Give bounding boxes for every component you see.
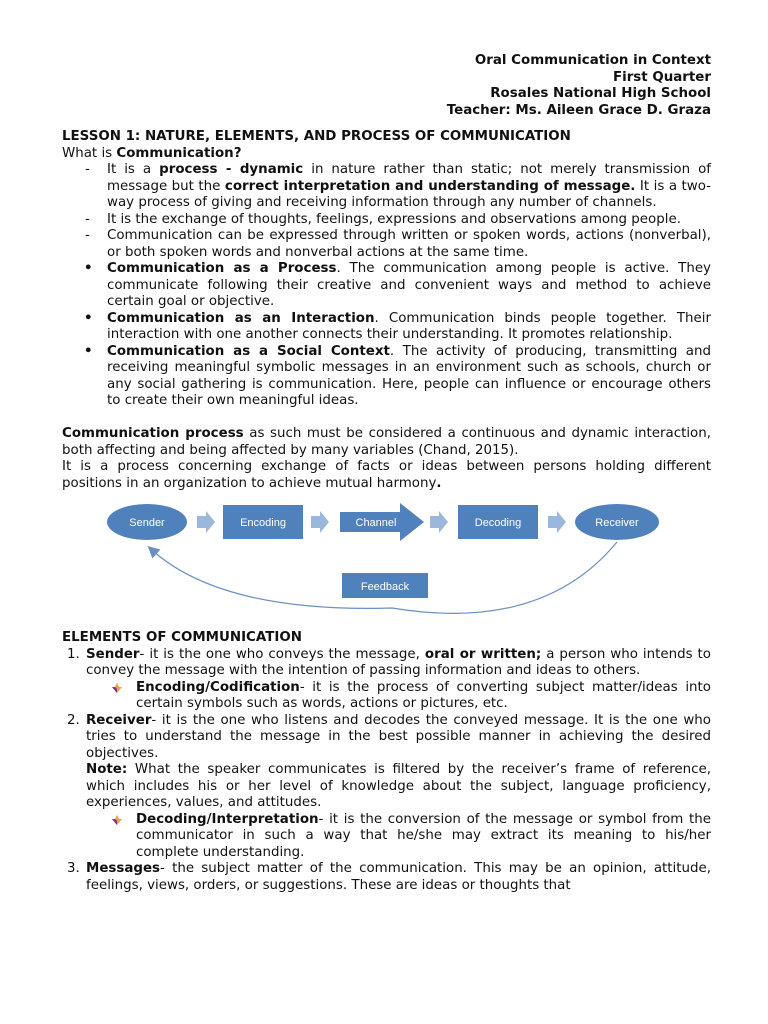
- receiver-label: Receiver: [595, 517, 639, 529]
- communication-types-list: [62, 261, 711, 410]
- encoding-label: Encoding: [240, 517, 286, 529]
- element-item-sender: 1. Sender- it is the one who conveys the message, oral or written; a person who intends to convey the message with the intention of passing information and ideas to others. Encoding/Codification- it is the process of converting subject matter/ideas into certain symbols such as words, actions or pictures, etc.: [67, 646, 711, 711]
- bullet-item: • Communication as a Process. The communication among people is active. They communicate following their creative and convenient ways and method to achieve certain goal or objective.: [84, 261, 711, 309]
- arrow-bullet-icon: [112, 815, 122, 825]
- elements-heading: ELEMENTS OF COMMUNICATION: [62, 630, 302, 645]
- decoding-subitem: Decoding/Interpretation- it is the conversion of the message or symbol from the communicator in such a way that he/she may extract its meaning to his/her complete understanding.: [86, 812, 711, 862]
- school-name: Rosales National High School: [490, 86, 711, 101]
- definition-item: - It is a process - dynamic in nature rather than static; not merely transmission of message but the correct interpretation and understanding of message. It is a two-way process of giving and receiving information through any number of channels.: [62, 162, 711, 212]
- what-is-question: What is Communication?: [62, 145, 242, 161]
- communication-process-diagram: [62, 498, 711, 626]
- bullet-item: • Communication as a Social Context. The activity of producing, transmitting and receiving meaningful symbolic messages in an environment such as schools, church or any social gathering is communication. Here, people can influence or encourage others to create their own meaningful ideas.: [84, 343, 711, 408]
- process-diagram-svg: [102, 498, 672, 618]
- definition-item: - It is the exchange of thoughts, feelings, expressions and observations among people.: [62, 212, 711, 229]
- feedback-label: Feedback: [360, 581, 410, 593]
- connector-arrow: [548, 511, 566, 533]
- lesson-title: LESSON 1: NATURE, ELEMENTS, AND PROCESS OF COMMUNICATION: [62, 129, 571, 144]
- arrow-bullet-icon: [112, 683, 122, 693]
- sender-label: Sender: [129, 517, 165, 529]
- process-paragraph-2: It is a process concerning exchange of facts or ideas between persons holding different positions in an organization to achieve mutual harmony.: [62, 459, 711, 491]
- channel-label: Channel: [355, 517, 397, 529]
- definition-item: - Communication can be expressed through written or spoken words, actions (nonverbal), or both spoken words and nonverbal actions at the same time.: [62, 228, 711, 261]
- course-title: Oral Communication in Context: [474, 53, 711, 68]
- encoding-subitem: Encoding/Codification- it is the process of converting subject matter/ideas into certain symbols such as words, actions or pictures, etc.: [86, 680, 711, 713]
- element-item-receiver: 2. Receiver- it is the one who listens and decodes the conveyed message. It is the one who tries to understand the message in the best possible manner in achieving the desired objectives. Note: What the speaker communicates is filtered by the receiver’s frame of reference, which includes his or her level of knowledge about the subject, language proficiency, experiences, values, and attitudes. Decoding/Interpretation- it is the conversion of the message or symbol from the communicator in such a way that he/she may extract its meaning to his/her complete understanding.: [67, 712, 711, 860]
- definition-list: [62, 162, 711, 261]
- teacher-name: Teacher: Ms. Aileen Grace D. Graza: [446, 102, 711, 118]
- process-paragraph: Communication process as such must be considered a continuous and dynamic interaction, both affecting and being affected by many variables (Chand, 2015).: [62, 426, 711, 458]
- element-item-messages: 3. Messages- the subject matter of the communication. This may be an opinion, attitude, feelings, views, orders, or suggestions. These are ideas or thoughts that: [67, 861, 711, 893]
- connector-arrow: [430, 511, 448, 533]
- document-header: [447, 53, 711, 119]
- bullet-item: • Communication as an Interaction. Communication binds people together. Their interaction with one another connects their understanding. It promotes relationship.: [84, 310, 711, 342]
- receiver-note: Note: What the speaker communicates is filtered by the receiver’s frame of reference, which includes his or her level of knowledge about the subject, language proficiency, experiences, values, and attitudes.: [86, 762, 711, 810]
- elements-list: [62, 647, 711, 895]
- decoding-label: Decoding: [474, 517, 522, 529]
- quarter: First Quarter: [612, 69, 711, 85]
- document-body: [62, 129, 711, 894]
- connector-arrow: [311, 511, 329, 533]
- connector-arrow: [197, 511, 215, 533]
